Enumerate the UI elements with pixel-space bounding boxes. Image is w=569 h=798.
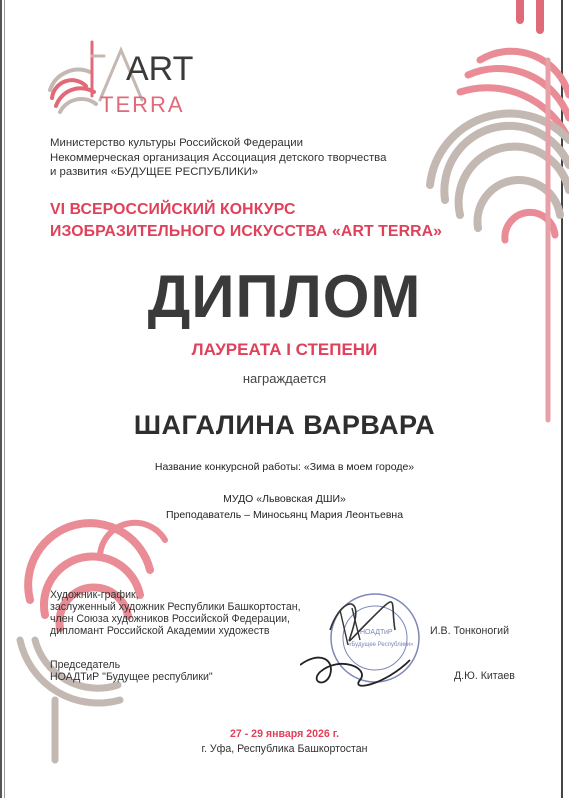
organization-line: Некоммерческая организация Ассоциация детского творчества xyxy=(50,151,387,164)
laureate-degree: ЛАУРЕАТА I СТЕПЕНИ xyxy=(191,340,378,359)
logo-terra-text: TERRA xyxy=(100,92,185,116)
event-location: г. Уфа, Республика Башкортостан xyxy=(201,743,368,755)
recipient-name: ШАГАЛИНА ВАРВАРА xyxy=(133,410,436,440)
signatory-1-title xyxy=(50,589,301,637)
teacher-name: Преподаватель – Миносьянц Мария Леонтьевна xyxy=(165,509,404,521)
signatory-line: дипломант Российской Академии художеств xyxy=(50,625,270,637)
contest-title xyxy=(50,199,442,243)
art-terra-logo xyxy=(46,36,216,116)
awarded-label: награждается xyxy=(242,371,327,386)
signatory-line: Художник-график, xyxy=(50,589,139,601)
signatory-line: Председатель xyxy=(50,659,121,671)
signatory-2-title xyxy=(50,659,213,683)
diploma-heading: ДИПЛОМ xyxy=(147,263,422,330)
contest-title-line: ИЗОБРАЗИТЕЛЬНОГО ИСКУССТВА «ART TERRA» xyxy=(50,223,442,240)
organization-block xyxy=(50,136,386,180)
signatory-line: НОАДТиР "Будущее республики" xyxy=(50,671,213,683)
signatory-line: член Союза художников Российской Федерации, xyxy=(50,613,290,625)
contest-title-line: VI ВСЕРОССИЙСКИЙ КОНКУРС xyxy=(50,201,296,218)
signatory-1-name: И.В. Тонконогий xyxy=(430,625,509,637)
work-title: Название конкурсной работы: «Зима в моем городе» xyxy=(154,461,415,473)
stamp-text: «Будущее Республики» xyxy=(348,642,414,648)
logo-art-text: ART xyxy=(126,50,194,88)
event-dates: 27 - 29 января 2026 г. xyxy=(229,728,340,740)
stamp-text: НОАДТиР xyxy=(360,629,393,636)
organization-line: Министерство культуры Российской Федерации xyxy=(50,137,304,149)
signatory-line: заслуженный художник Республики Башкортостан, xyxy=(50,601,301,613)
organization-line: и развития «БУДУЩЕЕ РЕСПУБЛИКИ» xyxy=(50,166,259,178)
signatory-2-name: Д.Ю. Китаев xyxy=(454,670,515,682)
school-name: МУДО «Львовская ДШИ» xyxy=(223,493,346,505)
stamp-and-signature xyxy=(300,590,425,705)
